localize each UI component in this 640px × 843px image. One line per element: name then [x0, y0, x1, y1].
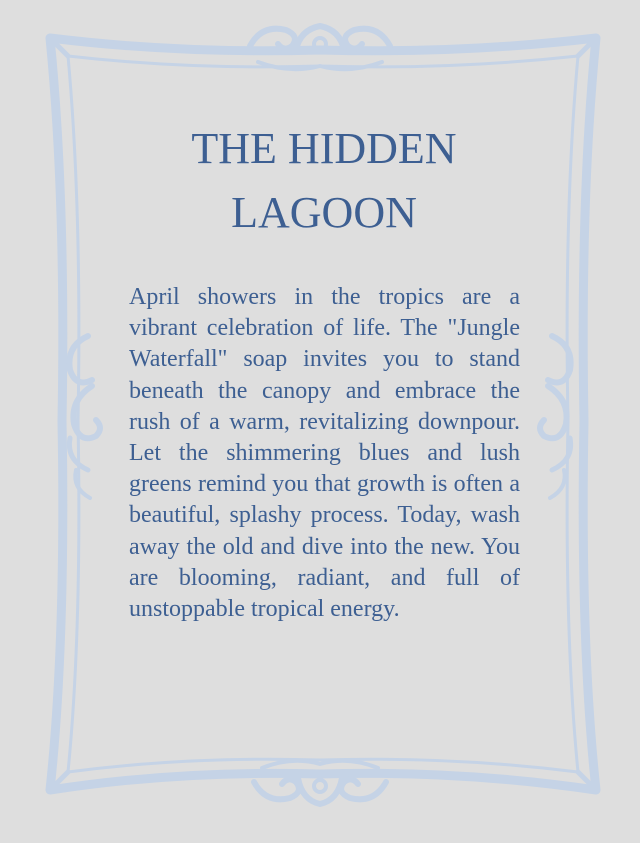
swirl-flourish-icon [69, 336, 100, 498]
scroll-flourish-icon [254, 761, 386, 804]
card-body-text: April showers in the tropics are a vibrant celebration of life. The "Jungle Waterfall" soap invites you to stand beneath the canopy and embrace the rush of a warm, revitalizing downpour. Let the shimmering blues and lush greens remind you that growth is often a beautiful, splashy process. Today, wash away the old and dive into the new. You are blooming, radiant, and full of unstoppable tropical energy. [129, 284, 520, 623]
card-title: THE HIDDEN LAGOON [191, 124, 457, 237]
